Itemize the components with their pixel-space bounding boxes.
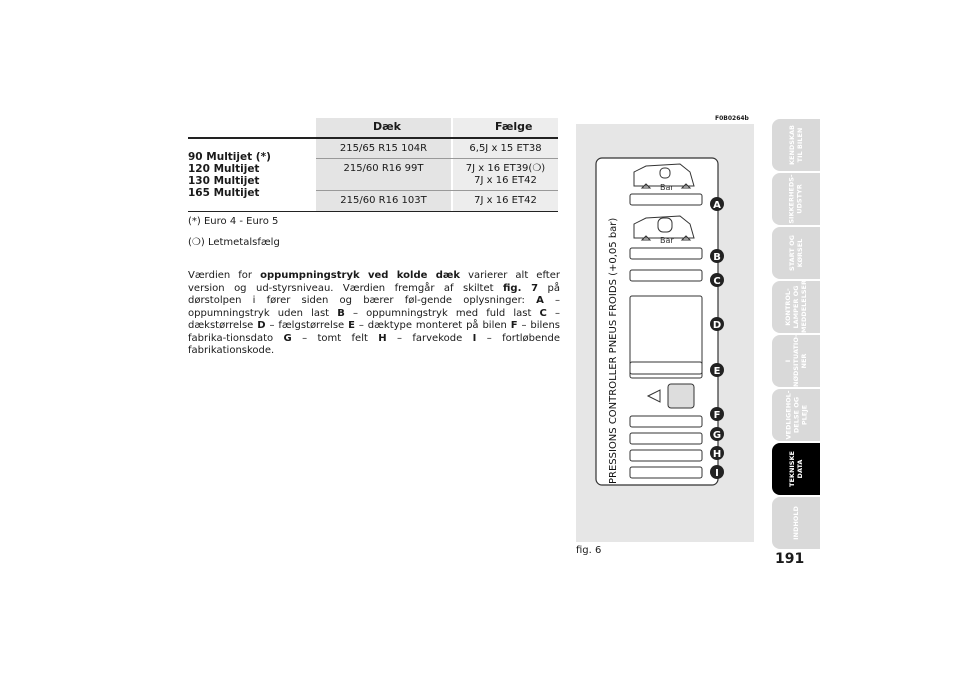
callout-d xyxy=(710,317,724,331)
row-divider xyxy=(316,190,558,191)
tab-tekniske-data[interactable] xyxy=(772,443,820,495)
callout-letter: A xyxy=(713,200,721,211)
table-top-rule xyxy=(188,137,558,139)
text-bold: H xyxy=(378,332,387,344)
callout-g xyxy=(710,427,724,441)
footnote-euro: (*) Euro 4 - Euro 5 xyxy=(188,216,279,227)
callout-i xyxy=(710,465,724,479)
field-e xyxy=(630,362,702,374)
text-bold: D xyxy=(257,320,266,331)
text-bold: E xyxy=(348,320,355,331)
tab-indhold[interactable] xyxy=(772,497,820,549)
text: – bilens fabrika-tionsdato xyxy=(188,320,560,344)
tyre-cell: 215/65 R15 104R xyxy=(339,143,428,154)
callout-f xyxy=(710,407,724,421)
header-tyre: Dæk xyxy=(373,120,401,133)
callout-e xyxy=(710,363,724,377)
text-bold: A xyxy=(536,295,544,306)
header-rim: Fælge xyxy=(495,120,533,133)
tyre-cell: 215/60 R16 99T xyxy=(343,163,424,174)
callout-h xyxy=(710,446,724,460)
text-bold: oppumpningstryk ved kolde dæk xyxy=(260,270,461,281)
field-f xyxy=(630,416,702,427)
text-bold: B xyxy=(337,307,345,319)
callout-letter: C xyxy=(713,276,721,287)
text-bold: F xyxy=(510,320,518,331)
text: – tomt felt xyxy=(291,332,379,344)
tab-label: VEDLIGEHOL-DELSE OG PLEJE xyxy=(784,390,809,440)
field-i xyxy=(630,467,702,478)
figure-panel xyxy=(576,124,754,542)
engine-item: 120 Multijet xyxy=(188,163,260,175)
bar-label: Bar xyxy=(660,183,674,192)
text-bold: I xyxy=(472,332,477,344)
text: – dækstørrelse xyxy=(188,307,560,331)
rim-cell: 7J x 16 ET42 xyxy=(474,195,537,206)
field-g xyxy=(630,433,702,444)
field-a xyxy=(630,194,702,205)
callout-a xyxy=(710,197,724,211)
callout-letter: E xyxy=(713,366,721,377)
text-bold: fig. 7 xyxy=(503,282,539,294)
text: på dørstolpen i fører siden og bærer føl-gende oplysninger: xyxy=(188,282,560,306)
callout-letter: F xyxy=(713,410,721,421)
tyre-cell: 215/60 R16 103T xyxy=(340,195,427,206)
field-h xyxy=(630,450,702,461)
engine-item: 165 Multijet xyxy=(188,187,260,199)
tab-nodsituation[interactable] xyxy=(772,335,820,387)
tab-sikkerhed[interactable] xyxy=(772,173,820,225)
tab-start[interactable] xyxy=(772,227,820,279)
field-c xyxy=(630,270,702,281)
engine-list xyxy=(188,151,271,199)
engine-item: 130 Multijet xyxy=(188,175,260,187)
pressure-paragraph xyxy=(188,270,560,358)
text: – oppumningstryk med fuld last xyxy=(344,307,540,319)
figure-caption: fig. 6 xyxy=(576,545,602,556)
tab-label: INDHOLD xyxy=(792,506,800,540)
callout-letter: G xyxy=(712,430,722,441)
page-number: 191 xyxy=(775,551,805,567)
callout-letter: B xyxy=(713,252,721,263)
vertical-label-text: PRESSIONS CONTROLLER PNEUS FROIDS (+0,05 bar) xyxy=(608,217,619,484)
callout-letter: D xyxy=(712,320,722,331)
figure-code: F0B0264b xyxy=(715,115,749,122)
table-header xyxy=(188,118,558,136)
tab-label: SIKKERHEDS-UDSTYR xyxy=(788,174,804,224)
tab-kendskab[interactable] xyxy=(772,119,820,171)
rim-cell: 6,5J x 15 ET38 xyxy=(469,143,542,154)
tab-label: KENDSKAB TIL BILEN xyxy=(788,125,804,166)
engine-item: 90 Multijet (*) xyxy=(188,151,271,163)
field-b xyxy=(630,248,702,259)
tyre-label-illustration xyxy=(576,124,754,542)
text: – fortløbende fabrikationskode. xyxy=(188,332,561,356)
text: – farvekode xyxy=(386,332,473,344)
tab-label: TEKNISKE DATA xyxy=(788,451,804,487)
tab-label: START OG KØRSEL xyxy=(788,235,804,271)
rim-cell: 7J x 16 ET39(❍) xyxy=(465,163,546,174)
footnote-alloy: (❍) Letmetalsfælg xyxy=(188,237,280,248)
bar-label: Bar xyxy=(660,236,674,245)
tab-kontrol[interactable] xyxy=(772,281,820,333)
text-bold: C xyxy=(539,307,547,319)
text: – fælgstørrelse xyxy=(265,320,349,331)
row-divider xyxy=(316,158,558,159)
callout-letter: I xyxy=(715,468,719,479)
text: – oppumningstryk uden last xyxy=(188,295,560,319)
text: – dæktype monteret på bilen xyxy=(354,320,511,331)
text-bold: G xyxy=(283,332,292,344)
tab-vedligehold[interactable] xyxy=(772,389,820,441)
callout-c xyxy=(710,273,724,287)
rim-cell: 7J x 16 ET42 xyxy=(474,175,537,186)
callout-b xyxy=(710,249,724,263)
text: varierer alt efter version og ud-styrsniveau. Værdien fremgår af skiltet xyxy=(188,270,560,294)
text: Værdien for xyxy=(188,270,261,281)
callout-letter: H xyxy=(712,449,722,460)
tab-label: I NØDSITUATIO-NER xyxy=(784,334,808,387)
tab-label: KONTROL-LAMPER OG MEDDELELSER xyxy=(784,280,808,333)
table-bottom-rule xyxy=(188,211,558,212)
